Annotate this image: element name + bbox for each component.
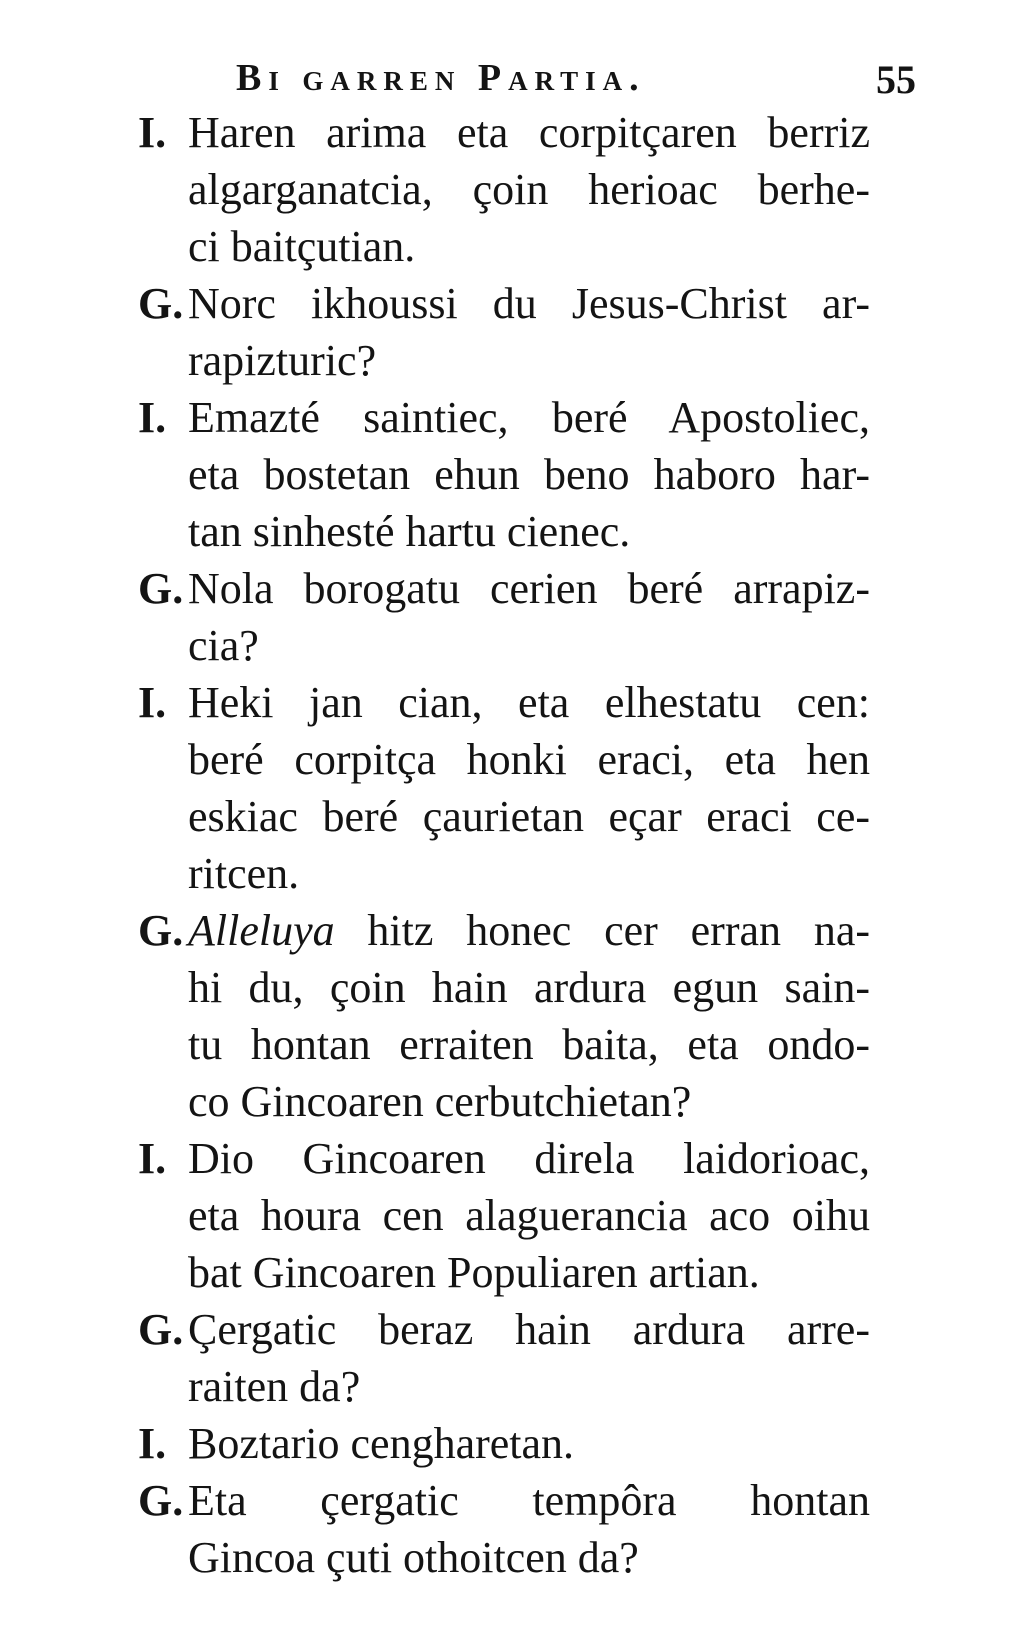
speaker-label: I.	[138, 678, 167, 727]
dialogue-entry	[138, 1130, 918, 1301]
text-line: Emazté saintiec, beré Apostoliec,	[188, 393, 870, 442]
dialogue-entry	[138, 674, 918, 902]
catechism-dialogue	[138, 104, 918, 1586]
dialogue-entry	[138, 104, 918, 275]
text-line: Norc ikhoussi du Jesus-Christ ar-	[188, 279, 870, 328]
text-line: cia?	[188, 621, 259, 670]
text-line: algarganatcia, çoin herioac berhe-	[188, 165, 870, 214]
text-line: Eta çergatic tempôra hontan	[188, 1476, 870, 1525]
text-line: raiten da?	[188, 1362, 361, 1411]
dialogue-entry	[138, 1415, 918, 1472]
dialogue-entry	[138, 1472, 918, 1586]
speaker-label: G.	[138, 564, 184, 613]
text-line: rapizturic?	[188, 336, 377, 385]
speaker-label: G.	[138, 1476, 184, 1525]
entry-text	[188, 389, 918, 560]
entry-text	[188, 275, 918, 389]
dialogue-entry	[138, 560, 918, 674]
speaker-label: I.	[138, 1134, 167, 1183]
running-title: Bi garren Partia.	[236, 57, 646, 99]
text-line: Dio Gincoaren direla laidorioac,	[188, 1134, 870, 1183]
speaker-label: G.	[138, 906, 184, 955]
page-header	[236, 56, 916, 106]
text-line: eta houra cen alaguerancia aco oihu	[188, 1191, 870, 1240]
text-line: Çergatic beraz hain ardura arre-	[188, 1305, 870, 1354]
text-line: eta bostetan ehun beno haboro har-	[188, 450, 870, 499]
text-line: Boztario cengharetan.	[188, 1419, 575, 1468]
entry-text	[188, 674, 918, 902]
text-line: hi du, çoin hain ardura egun sain-	[188, 963, 870, 1012]
text-line: eskiac beré çaurietan eçar eraci ce-	[188, 792, 870, 841]
entry-text	[188, 1301, 918, 1415]
text-line: ci baitçutian.	[188, 222, 416, 271]
dialogue-entry	[138, 902, 918, 1130]
entry-text	[188, 902, 918, 1130]
text-line: co Gincoaren cerbutchietan?	[188, 1077, 692, 1126]
entry-text	[188, 1130, 918, 1301]
entry-text	[188, 560, 918, 674]
page-number: 55	[876, 57, 916, 102]
text-line: ritcen.	[188, 849, 300, 898]
text-line: Alleluya hitz honec cer erran na-	[188, 906, 870, 955]
dialogue-entry	[138, 389, 918, 560]
speaker-label: G.	[138, 1305, 184, 1354]
text-line: Gincoa çuti othoitcen da?	[188, 1533, 639, 1582]
text-line: Haren arima eta corpitçaren berriz	[188, 108, 870, 157]
speaker-label: I.	[138, 108, 167, 157]
speaker-label: I.	[138, 393, 167, 442]
entry-text	[188, 104, 918, 275]
dialogue-entry	[138, 1301, 918, 1415]
dialogue-entry	[138, 275, 918, 389]
speaker-label: I.	[138, 1419, 167, 1468]
text-line: Nola borogatu cerien beré arrapiz-	[188, 564, 870, 613]
text-line: bat Gincoaren Populiaren artian.	[188, 1248, 760, 1297]
text-line: beré corpitça honki eraci, eta hen	[188, 735, 870, 784]
speaker-label: G.	[138, 279, 184, 328]
text-line: tu hontan erraiten baita, eta ondo-	[188, 1020, 870, 1069]
text-line: Heki jan cian, eta elhestatu cen:	[188, 678, 870, 727]
emphasized-word: Alleluya	[188, 906, 335, 955]
entry-text	[188, 1415, 918, 1472]
text-line: tan sinhesté hartu cienec.	[188, 507, 631, 556]
entry-text	[188, 1472, 918, 1586]
